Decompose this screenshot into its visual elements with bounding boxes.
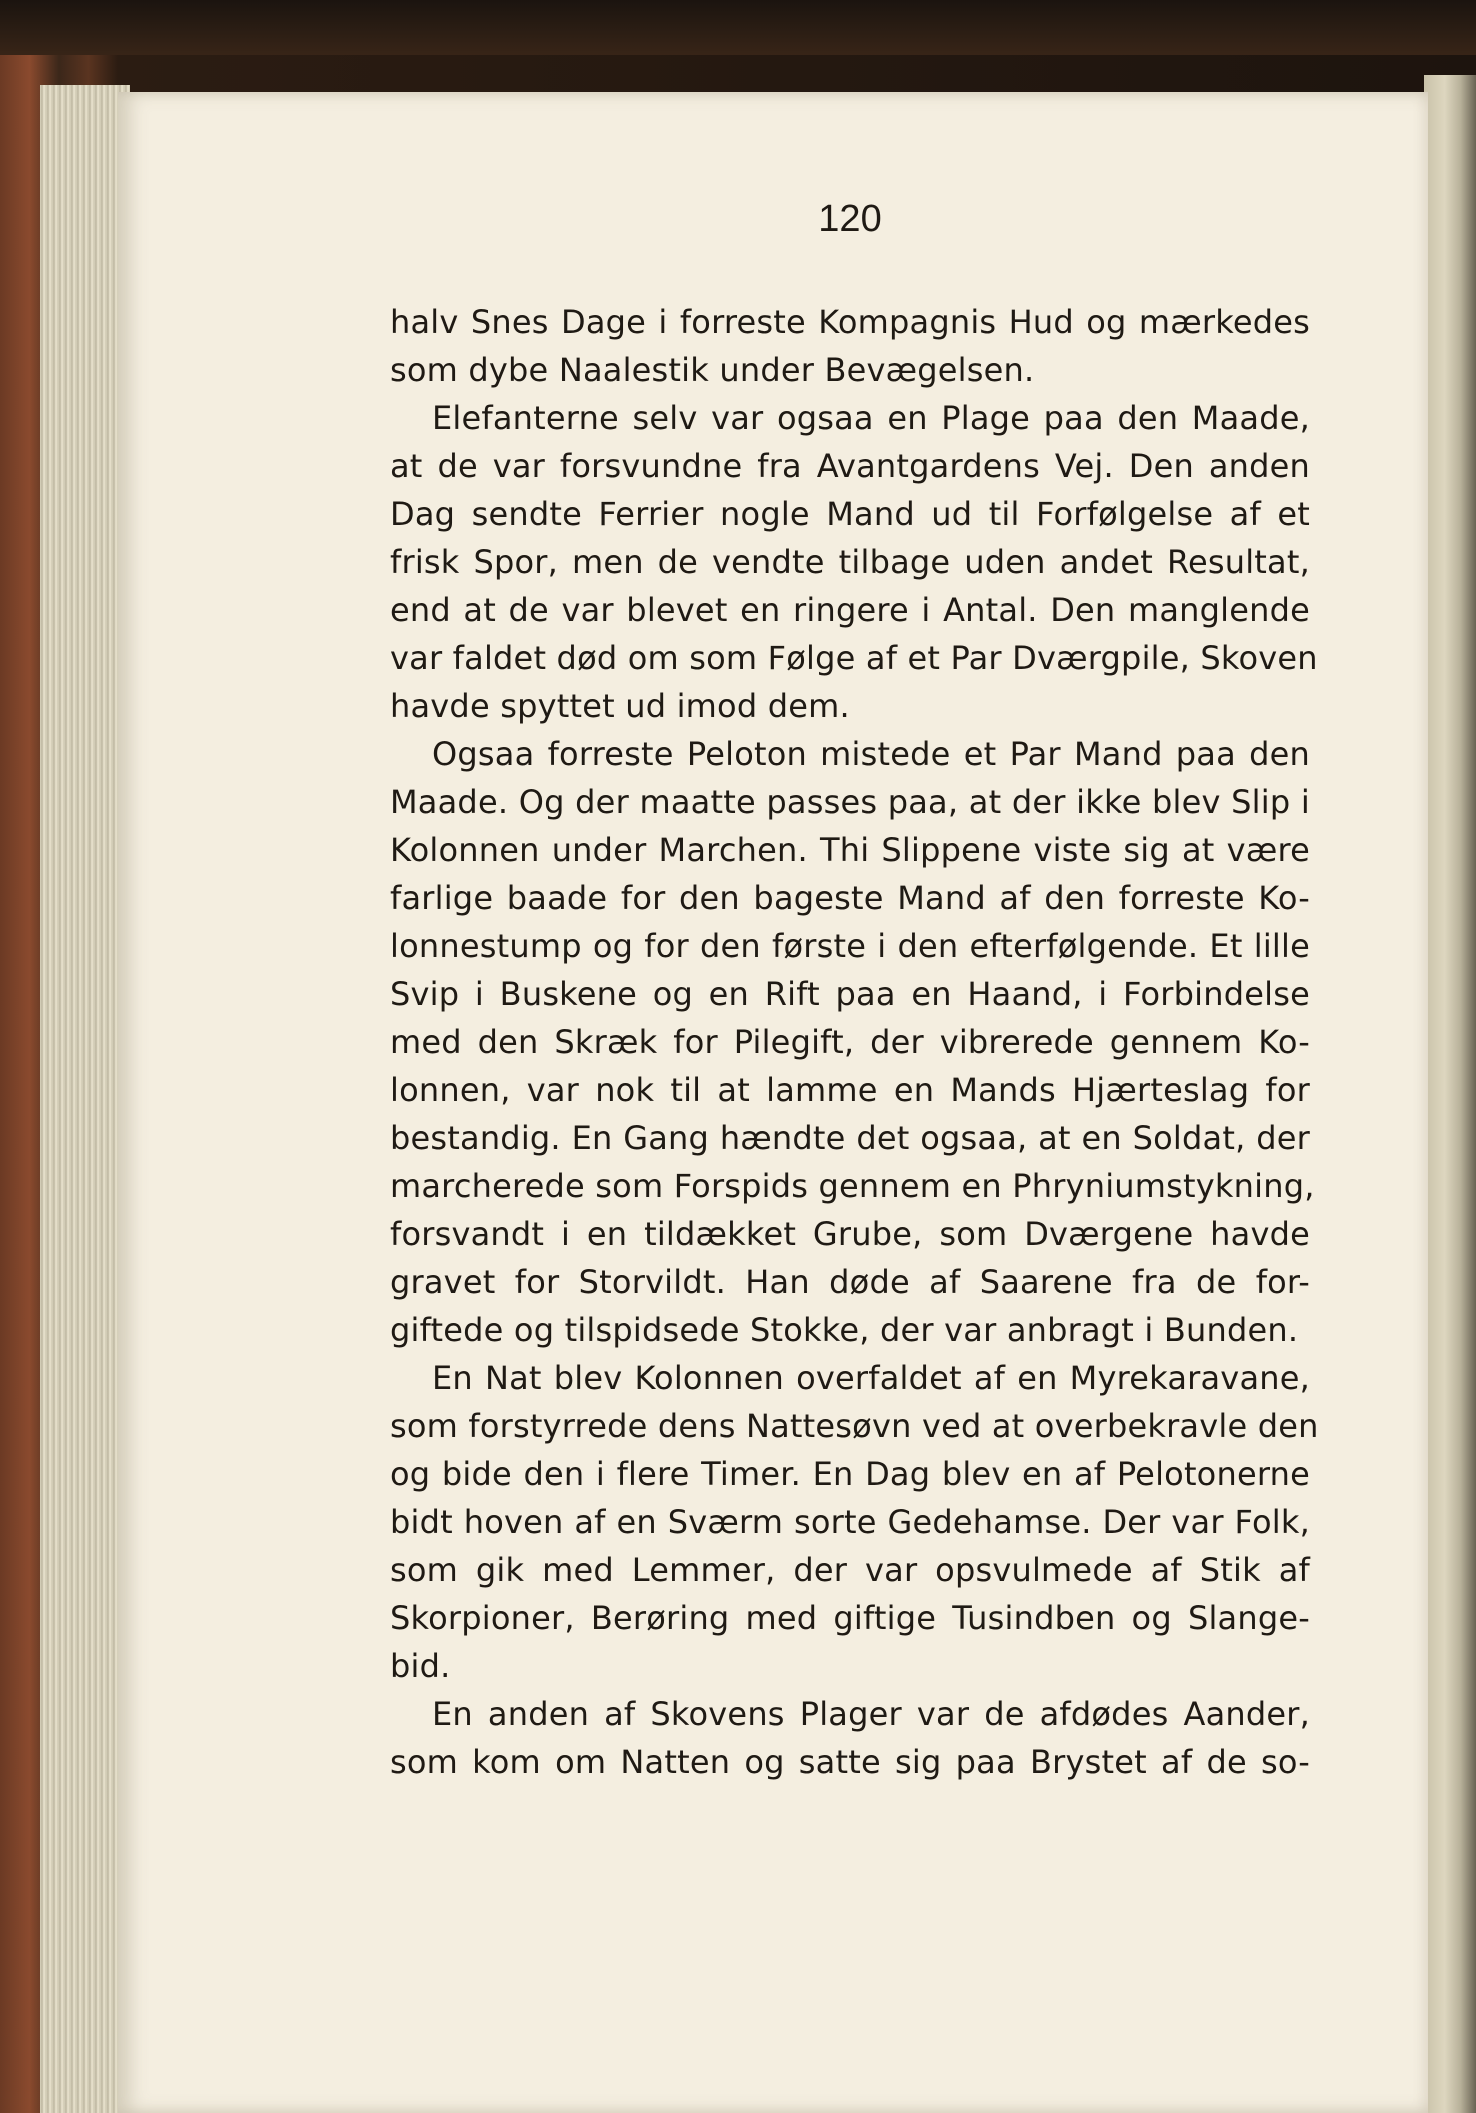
text-line: at de var forsvundne fra Avantgardens Vej. Den anden: [390, 447, 1310, 485]
text-line: En Nat blev Kolonnen overfaldet af en Myrekaravane,: [432, 1359, 1310, 1397]
text-line: lonnestump og for den første i den efterfølgende. Et lille: [390, 927, 1310, 965]
page-number: 120: [818, 198, 882, 240]
text-line: var faldet død om som Følge af et Par Dværgpile, Skoven: [390, 639, 1318, 677]
page-stack-edge: [40, 85, 130, 2113]
page-body-text: [390, 298, 1319, 1786]
text-line: end at de var blevet en ringere i Antal. Den manglende: [390, 591, 1310, 629]
text-line: bestandig. En Gang hændte det ogsaa, at en Soldat, der: [390, 1119, 1310, 1157]
text-line: med den Skræk for Pilegift, der vibrerede gennem Ko-: [390, 1023, 1310, 1061]
text-line: gravet for Storvildt. Han døde af Saarene fra de for-: [390, 1263, 1310, 1301]
text-line: som kom om Natten og satte sig paa Brystet af de so-: [390, 1743, 1310, 1781]
text-line: som dybe Naalestik under Bevægelsen.: [390, 351, 1035, 389]
text-line: giftede og tilspidsede Stokke, der var anbragt i Bunden.: [390, 1311, 1299, 1349]
text-line: Ogsaa forreste Peloton mistede et Par Mand paa den: [432, 735, 1310, 773]
text-line: lonnen, var nok til at lamme en Mands Hjærteslag for: [390, 1071, 1310, 1109]
facing-page-edge: [1424, 75, 1476, 2113]
text-line: En anden af Skovens Plager var de afdødes Aander,: [432, 1695, 1310, 1733]
text-line: og bide den i flere Timer. En Dag blev en af Pelotonerne: [390, 1455, 1310, 1493]
text-line: farlige baade for den bageste Mand af den forreste Ko-: [390, 879, 1310, 917]
text-line: bidt hoven af en Sværm sorte Gedehamse. Der var Folk,: [390, 1503, 1310, 1541]
text-line: Kolonnen under Marchen. Thi Slippene viste sig at være: [390, 831, 1310, 869]
text-line: Svip i Buskene og en Rift paa en Haand, i Forbindelse: [390, 975, 1310, 1013]
text-line: Dag sendte Ferrier nogle Mand ud til Forfølgelse af et: [390, 495, 1310, 533]
text-line: frisk Spor, men de vendte tilbage uden andet Resultat,: [390, 543, 1310, 581]
text-line: halv Snes Dage i forreste Kompagnis Hud og mærkedes: [390, 303, 1310, 341]
text-line: Maade. Og der maatte passes paa, at der ikke blev Slip i: [390, 783, 1310, 821]
text-line: marcherede som Forspids gennem en Phryniumstykning,: [390, 1167, 1315, 1205]
text-line: Skorpioner, Berøring med giftige Tusindben og Slange-: [390, 1599, 1310, 1637]
text-line: forsvandt i en tildækket Grube, som Dværgene havde: [390, 1215, 1310, 1253]
text-line: bid.: [390, 1647, 451, 1685]
book-top-edge: [0, 0, 1476, 60]
text-line: som gik med Lemmer, der var opsvulmede af Stik af: [390, 1551, 1310, 1589]
text-line: som forstyrrede dens Nattesøvn ved at overbekravle den: [390, 1407, 1319, 1445]
text-line: Elefanterne selv var ogsaa en Plage paa den Maade,: [432, 399, 1310, 437]
text-line: havde spyttet ud imod dem.: [390, 687, 850, 725]
